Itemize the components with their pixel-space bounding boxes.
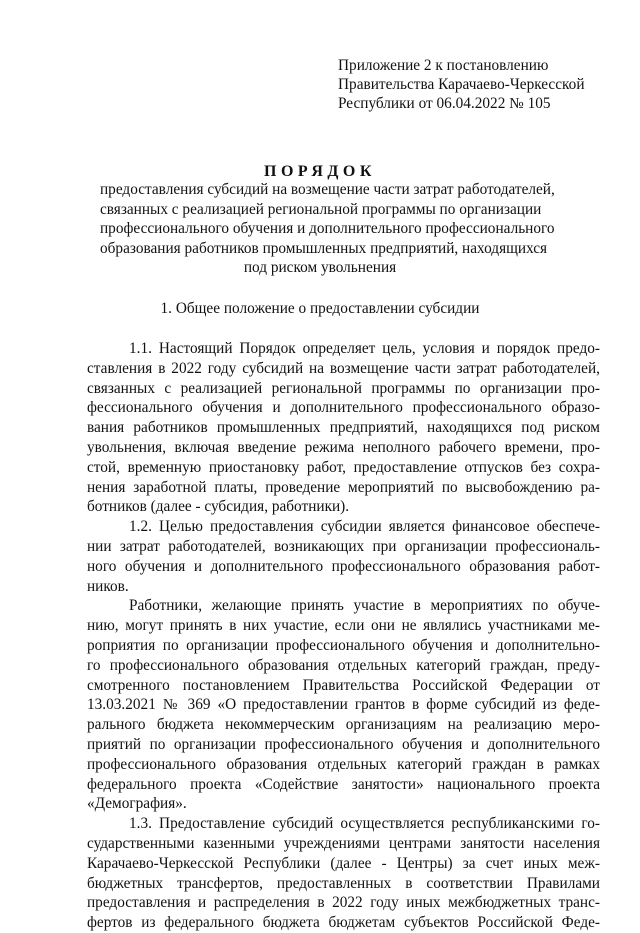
paragraph-line: Работники, желающие принять участие в мероприятиях по обуче-: [129, 597, 600, 615]
paragraph-line: нии затрат работодателей, возникающих при организации профессиональ-: [87, 537, 600, 555]
paragraph-line: фессионального обучения и дополнительного профессионального образо-: [87, 399, 600, 417]
paragraph-line: 13.03.2021 № 369 «О предоставлении грантов в форме субсидий из феде-: [87, 696, 600, 714]
paragraph-line: ставления в 2022 году субсидий на возмещение части затрат работодателей,: [87, 359, 600, 377]
paragraph-line: нения заработной платы, проведение мероприятий по высвобождению ра-: [87, 478, 600, 496]
paragraph-line: связанных с реализацией региональной программы по организации про-: [87, 379, 600, 397]
body-text: [87, 339, 600, 933]
subtitle-line: под риском увольнения: [243, 259, 397, 276]
paragraph-line: профессионального образования отдельных категорий граждан в рамках: [87, 755, 600, 773]
appendix-note: [338, 56, 585, 113]
subtitle-line: образования работников промышленных предприятий, находящихся: [100, 239, 548, 257]
paragraph-line: 1.1. Настоящий Порядок определяет цель, условия и порядок предо-: [129, 340, 600, 357]
paragraph-line: смотренного постановлением Правительства Российской Федерации от: [87, 676, 600, 694]
paragraph-line: 1.3. Предоставление субсидий осуществляется республиканскими го-: [129, 815, 600, 833]
paragraph-line: фертов из федерального бюджета бюджетам субъектов Российской Феде-: [87, 914, 600, 932]
document-title: ПОРЯДОК: [264, 163, 376, 180]
paragraph-line: ботников (далее - субсидия, работники).: [87, 498, 350, 516]
paragraph-line: приятий по организации профессионального обучения и дополнительного: [87, 735, 600, 753]
appendix-line: Республики от 06.04.2022 № 105: [338, 95, 551, 112]
subtitle-line: профессионального обучения и дополнительного профессионального: [100, 220, 555, 237]
section-heading: 1. Общее положение о предоставлении субсидии: [160, 300, 480, 317]
paragraph-line: го профессионального образования отдельных категорий граждан, преду-: [87, 656, 600, 674]
paragraph-line: предоставления и распределения в 2022 году иных межбюджетных транс-: [87, 894, 600, 912]
paragraph-line: «Демография».: [87, 795, 187, 813]
paragraph-line: вания работников промышленных предприятий, находящихся под риском: [87, 419, 600, 437]
paragraph-line: бюджетных трансфертов, предоставленных в соответствии Правилами: [87, 874, 600, 892]
paragraph-line: 1.2. Целью предоставления субсидии является финансовое обеспече-: [129, 518, 600, 536]
document-subtitle: [100, 180, 555, 278]
paragraph-line: федерального проекта «Содействие занятости» национального проекта: [87, 775, 600, 793]
subtitle-line: предоставления субсидий на возмещение части затрат работодателей,: [100, 181, 555, 198]
paragraph-line: роприятия по организации профессионального обучения и дополнительно-: [87, 636, 600, 654]
appendix-line: Приложение 2 к постановлению: [338, 57, 549, 74]
subtitle-line: связанных с реализацией региональной программы по организации: [100, 200, 542, 218]
paragraph-line: увольнения, включая введение режима неполного рабочего времени, про-: [87, 438, 600, 456]
paragraph-line: Карачаево-Черкесской Республики (далее - Центры) за счет иных меж-: [87, 854, 600, 872]
paragraph-line: стой, временную приостановку работ, предоставление отпусков без сохра-: [87, 458, 600, 476]
paragraph-line: нию, могут принять в них участие, если они не являлись участниками ме-: [87, 617, 600, 635]
paragraph-line: ников.: [87, 577, 129, 595]
paragraph-line: ного обучения и дополнительного профессионального образования работ-: [87, 557, 600, 575]
paragraph-line: сударственными казенными учреждениями центрами занятости населения: [87, 834, 600, 852]
appendix-line: Правительства Карачаево-Черкесской: [338, 76, 585, 93]
paragraph-line: рального бюджета некоммерческим организациям на реализацию меро-: [87, 716, 600, 734]
